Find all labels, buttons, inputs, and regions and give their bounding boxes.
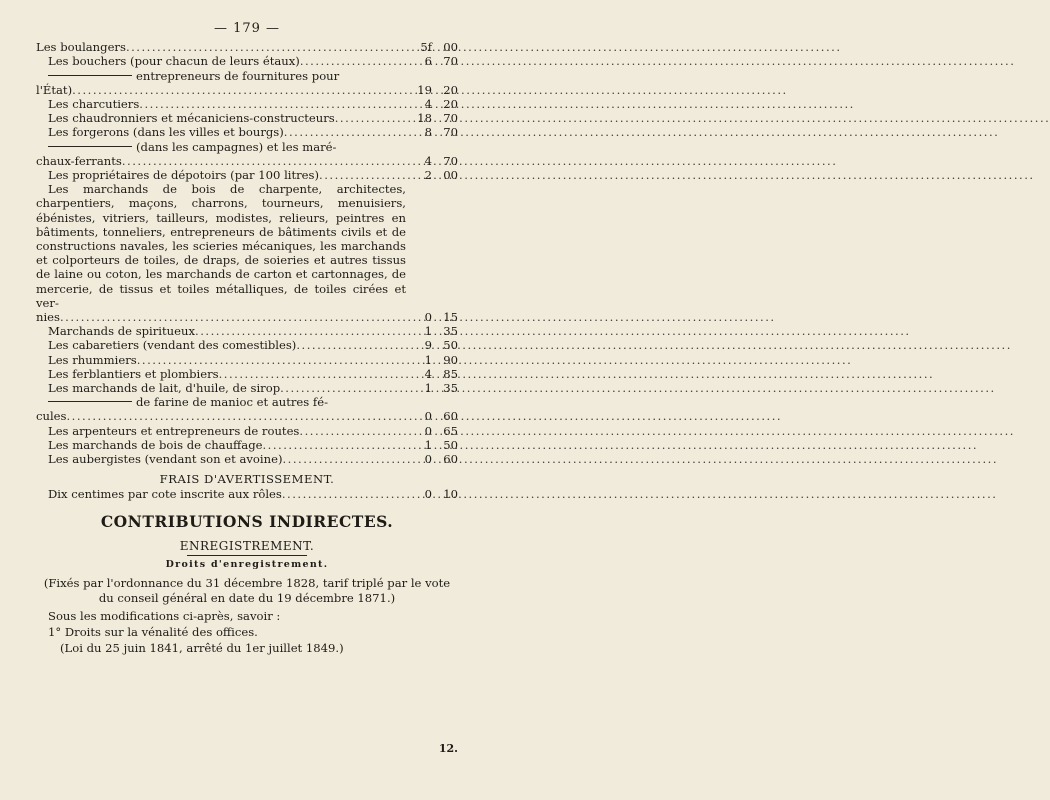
continuation-text: (dans les campagnes) et les maré-	[136, 139, 337, 154]
leader-dots	[122, 154, 406, 168]
tariff-centimes: 90	[443, 352, 458, 367]
tariff-francs: 5f	[420, 40, 432, 55]
tariff-francs: 1	[424, 437, 432, 452]
tariff-centimes: 50	[443, 437, 458, 452]
continuation-line	[36, 69, 458, 83]
tariff-centimes: 70	[443, 153, 458, 168]
leader-dots	[137, 353, 406, 367]
leader-dots	[280, 381, 406, 395]
page-number: — 179 —	[213, 21, 281, 36]
tariff-centimes: 60	[443, 409, 458, 424]
fixes-line-2: du conseil général en date du 19 décembre 1871.)	[98, 590, 396, 605]
tariff-centimes: 10	[443, 486, 458, 501]
tariff-francs: 6	[424, 54, 432, 69]
leader-dots	[219, 367, 406, 381]
continuation-text: entrepreneurs de fournitures pour	[136, 68, 340, 83]
tariff-francs: 4	[424, 366, 432, 381]
tariff-row	[36, 168, 458, 182]
leader-dots	[66, 409, 406, 423]
tariff-label: Les charcutiers	[48, 97, 140, 112]
frais-heading: FRAIS D'AVERTISSEMENT.	[159, 472, 335, 487]
document-page	[0, 0, 484, 800]
tariff-label: Les aubergistes (vendant son et avoine)	[48, 452, 283, 467]
sous-line: Sous les modifications ci-après, savoir :	[48, 608, 281, 623]
contributions-heading: CONTRIBUTIONS INDIRECTES.	[100, 511, 394, 531]
tariff-row	[36, 438, 458, 452]
tariff-francs: 19	[417, 82, 432, 97]
tariff-row	[36, 487, 458, 501]
tariff-label: Les bouchers (pour chacun de leurs étaux)	[48, 54, 300, 69]
leader-dots	[126, 40, 406, 54]
continuation-line	[36, 140, 458, 154]
leader-dots	[296, 338, 406, 352]
fixes-line: (Fixés par l'ordonnance du 31 décembre 1828, tarif triplé par le vote	[43, 576, 451, 591]
leader-dots	[335, 111, 406, 125]
tariff-label: cules	[36, 409, 67, 424]
venalite-line: 1° Droits sur la vénalité des offices.	[48, 624, 258, 639]
leader-dots	[72, 83, 406, 97]
tariff-centimes: 20	[443, 82, 458, 97]
tariff-label: Les cabaretiers (vendant des comestibles)	[48, 338, 297, 353]
tariff-centimes: 15	[443, 310, 458, 325]
tariff-row	[36, 97, 458, 111]
tariff-label: Les marchands de lait, d'huile, de sirop	[48, 381, 281, 396]
tariff-label: nies	[36, 310, 60, 325]
tariff-label: l'État)	[36, 82, 73, 97]
signature-mark: 12.	[438, 741, 458, 755]
leader-dots	[319, 168, 406, 182]
tariff-label: Les boulangers	[36, 40, 126, 55]
tariff-centimes: 70	[443, 54, 458, 69]
tariff-label: Les propriétaires de dépotoirs (par 100 litres)	[48, 168, 320, 183]
tariff-row	[36, 409, 458, 423]
tariff-centimes: 60	[443, 452, 458, 467]
leader-dots	[282, 487, 406, 501]
tariff-francs: 1	[424, 352, 432, 367]
tariff-row	[36, 324, 458, 338]
tariff-row	[36, 40, 458, 54]
tariff-row	[36, 452, 458, 466]
leader-dots	[263, 438, 407, 452]
tariff-label: Les marchands de bois de chauffage	[48, 437, 263, 452]
tariff-label: Marchands de spiritueux	[48, 324, 196, 339]
tariff-francs: 0	[424, 452, 432, 467]
leader-dots	[195, 324, 406, 338]
tariff-row	[36, 338, 458, 352]
ditto-dash	[48, 401, 132, 402]
tariff-row	[36, 83, 458, 97]
tariff-label: Les chaudronniers et mécaniciens-constructeurs	[48, 111, 335, 126]
tariff-francs: 18	[417, 111, 432, 126]
tariff-row	[36, 154, 458, 168]
enregistrement-heading: ENREGISTREMENT.	[179, 538, 315, 553]
tariff-label: Les rhummiers	[48, 352, 137, 367]
loi-line: (Loi du 25 juin 1841, arrêté du 1er juillet 1849.)	[60, 641, 344, 656]
tariff-label: Les arpenteurs et entrepreneurs de routes	[48, 423, 300, 438]
tariff-row	[36, 54, 458, 68]
tariff-francs: 4	[424, 153, 432, 168]
tariff-francs: 0	[424, 423, 432, 438]
tariff-label: chaux-ferrants	[36, 153, 122, 168]
leader-dots	[60, 310, 406, 324]
tariff-francs: 8	[424, 125, 432, 140]
tariff-centimes: 20	[443, 97, 458, 112]
leader-dots	[300, 54, 406, 68]
leader-dots	[299, 424, 406, 438]
ditto-dash	[48, 146, 132, 147]
tariff-row	[36, 381, 458, 395]
heading-divider	[187, 555, 307, 556]
tariff-label: Dix centimes par cote inscrite aux rôles	[48, 486, 282, 501]
tariff-centimes: 70	[443, 125, 458, 140]
tariff-francs: 1	[424, 324, 432, 339]
tariff-row	[36, 310, 458, 324]
tariff-label: Les ferblantiers et plombiers	[48, 366, 219, 381]
tariff-centimes: 35	[443, 381, 458, 396]
droits-heading: Droits d'enregistrement.	[165, 559, 329, 571]
tariff-row	[36, 353, 458, 367]
tariff-row	[36, 125, 458, 139]
leader-dots	[139, 97, 406, 111]
tariff-centimes: 70	[443, 111, 458, 126]
tariff-centimes: 35	[443, 324, 458, 339]
tariff-francs: 4	[424, 97, 432, 112]
leader-dots	[282, 452, 406, 466]
tariff-centimes: 00	[443, 40, 458, 55]
tariff-francs: 0	[424, 486, 432, 501]
tariff-francs: 9	[424, 338, 432, 353]
tariff-francs: 2	[424, 168, 432, 183]
tariff-row	[36, 111, 458, 125]
tariff-centimes: 00	[443, 168, 458, 183]
ditto-dash	[48, 75, 132, 76]
tariff-label: Les forgerons (dans les villes et bourgs)	[48, 125, 284, 140]
leader-dots	[284, 125, 406, 139]
tariff-centimes: 50	[443, 338, 458, 353]
continuation-text: de farine de manioc et autres fé-	[136, 395, 328, 410]
tariff-centimes: 85	[443, 366, 458, 381]
professions-paragraph: Les marchands de bois de charpente, architectes, charpentiers, maçons, charrons, tourneurs, menuisiers, ébénistes, vitriers, tailleurs, modistes, relieurs, peintres en bâtiments, tonneliers, entrepreneurs de bâtiments civils et de constructions navales, les scieries mécaniques, les marchands et colporteurs de toiles, de draps, de soieries et autres tissus de laine ou coton, les marchands de carton et cartonnages, de mercerie, de tissus et toiles métalliques, de toiles cirées et ver-	[36, 182, 406, 310]
continuation-line	[36, 395, 458, 409]
tariff-centimes: 65	[443, 423, 458, 438]
tariff-francs: 0	[424, 409, 432, 424]
tariff-row	[36, 424, 458, 438]
tariff-francs: 0	[424, 310, 432, 325]
tariff-row	[36, 367, 458, 381]
tariff-francs: 1	[424, 381, 432, 396]
